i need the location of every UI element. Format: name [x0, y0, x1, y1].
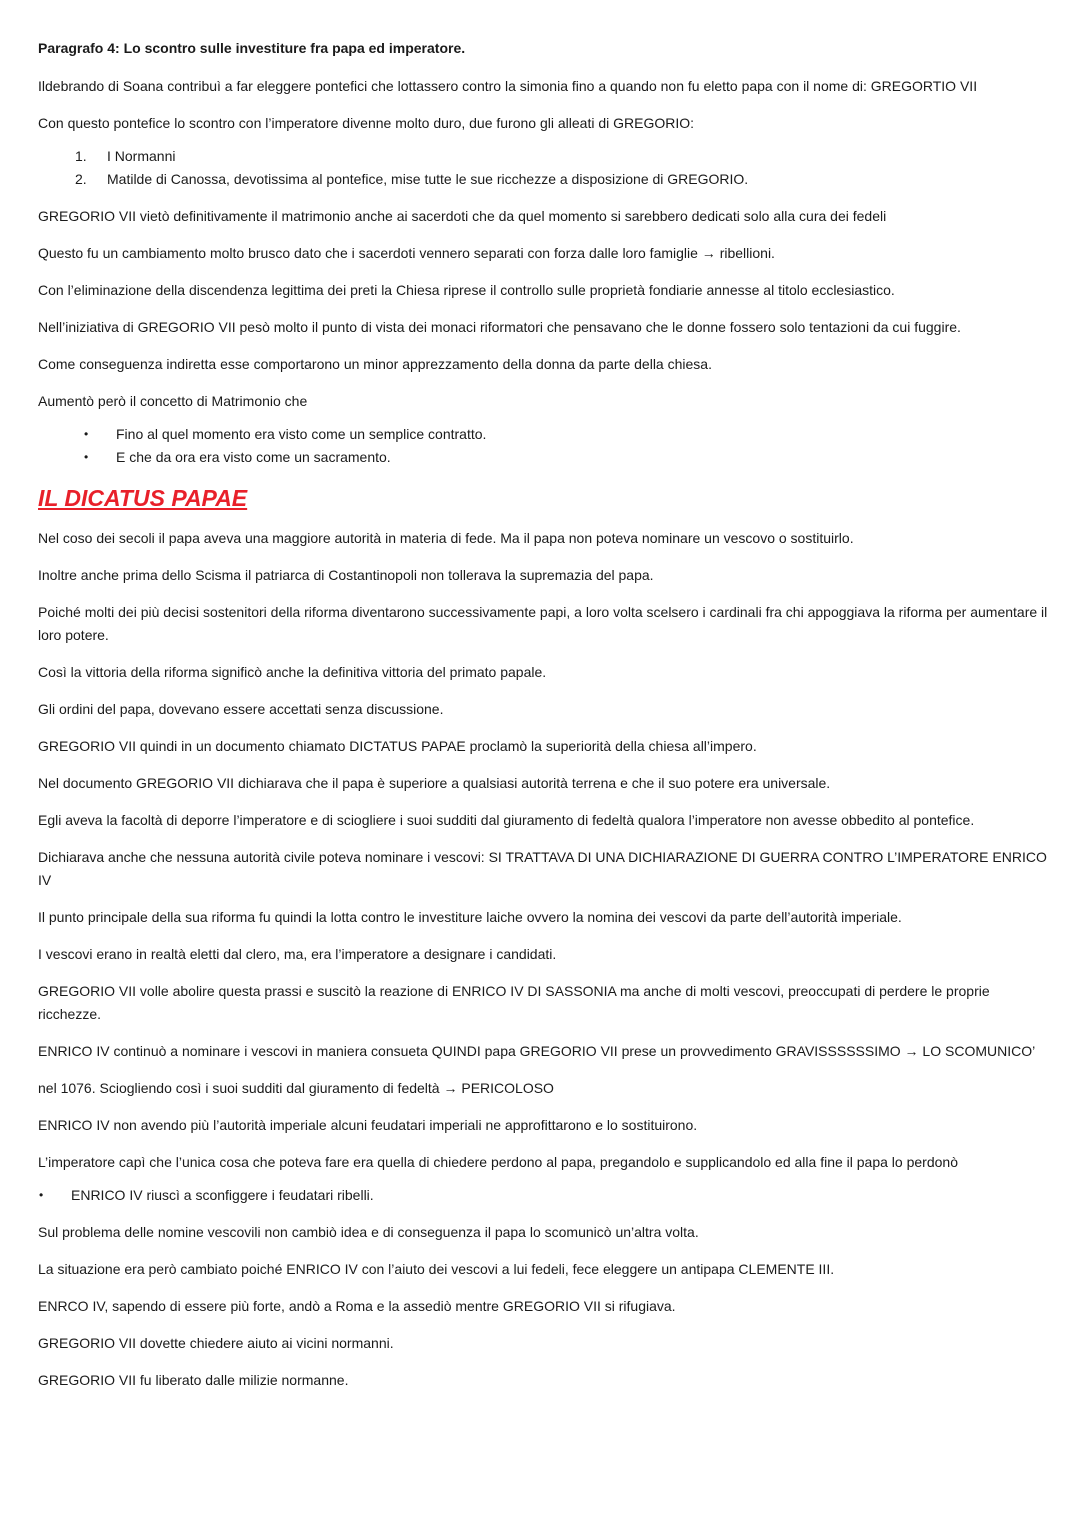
text-paragraph: Aumentò però il concetto di Matrimonio che [38, 393, 308, 409]
list-item-text: Fino al quel momento era visto come un semplice contratto. [116, 426, 487, 442]
text-paragraph: I vescovi erano in realtà eletti dal clero, ma, era l’imperatore a designare i candidati. [38, 946, 557, 962]
text-paragraph: Nel documento GREGORIO VII dichiarava che il papa è superiore a qualsiasi autorità terrena e che il suo potere era universale. [38, 775, 831, 791]
paragraph-heading: Paragrafo 4: Lo scontro sulle investiture fra papa ed imperatore. [38, 40, 466, 56]
text-paragraph: ENRICO IV continuò a nominare i vescovi in maniera consueta QUINDI papa GREGORIO VII prese un provvedimento GRAVISSSSSSIMO → LO SCOMUNICO’ [38, 1043, 1036, 1059]
bullet-icon: • [39, 1188, 44, 1202]
list-item-text: I Normanni [107, 148, 176, 164]
text-paragraph: GREGORIO VII volle abolire questa prassi e suscitò la reazione di ENRICO IV DI SASSONIA ma anche di molti vescovi, preoccupati di perdere le proprie ricchezze. [38, 983, 990, 1022]
text-paragraph: Nell’iniziativa di GREGORIO VII pesò molto il punto di vista dei monaci riformatori che pensavano che le donne fossero solo tentazioni da cui fuggire. [38, 319, 961, 335]
text-paragraph: Inoltre anche prima dello Scisma il patriarca di Costantinopoli non tollerava la supremazia del papa. [38, 567, 654, 583]
text-paragraph: nel 1076. Sciogliendo così i suoi sudditi dal giuramento di fedeltà → PERICOLOSO [38, 1080, 554, 1096]
document-page [38, 38, 1054, 1406]
bullet-icon: • [84, 427, 89, 441]
text-paragraph: GREGORIO VII dovette chiedere aiuto ai vicini normanni. [38, 1335, 394, 1351]
bullet-icon: • [84, 450, 89, 464]
text-paragraph: La situazione era però cambiato poiché ENRICO IV con l’aiuto dei vescovi a lui fedeli, fece eleggere un antipapa CLEMENTE III. [38, 1261, 835, 1277]
text-paragraph: ENRCO IV, sapendo di essere più forte, andò a Roma e la assediò mentre GREGORIO VII si rifugiava. [38, 1298, 676, 1314]
ribelli-list [38, 1184, 1054, 1207]
list-item [38, 1184, 1054, 1207]
list-marker: 1. [75, 148, 87, 164]
text-paragraph: GREGORIO VII fu liberato dalle milizie normanne. [38, 1372, 349, 1388]
text-paragraph: L’imperatore capì che l’unica cosa che poteva fare era quella di chiedere perdono al papa, pregandolo e supplicandolo ed alla fine il papa lo perdonò [38, 1154, 958, 1170]
text-paragraph: Con questo pontefice lo scontro con l’imperatore divenne molto duro, due furono gli alleati di GREGORIO: [38, 115, 695, 131]
text-paragraph: Gli ordini del papa, dovevano essere accettati senza discussione. [38, 701, 444, 717]
text-paragraph: GREGORIO VII quindi in un documento chiamato DICTATUS PAPAE proclamò la superiorità della chiesa all’impero. [38, 738, 757, 754]
text-paragraph: Ildebrando di Soana contribuì a far eleggere pontefici che lottassero contro la simonia fino a quando non fu eletto papa con il nome di: GREGORTIO VII [38, 78, 978, 94]
text-paragraph: Poiché molti dei più decisi sostenitori della riforma diventarono successivamente papi, a loro volta scelsero i cardinali fra chi appoggiava la riforma per aumentare il loro potere. [38, 604, 1048, 643]
text-paragraph: Egli aveva la facoltà di deporre l’imperatore e di sciogliere i suoi sudditi dal giuramento di fedeltà qualora l’imperatore non avesse obbedito al pontefice. [38, 812, 975, 828]
list-item [38, 423, 1054, 446]
list-item-text: Matilde di Canossa, devotissima al pontefice, mise tutte le sue ricchezze a disposizione di GREGORIO. [107, 171, 749, 187]
text-paragraph: Questo fu un cambiamento molto brusco dato che i sacerdoti vennero separati con forza dalle loro famiglie → ribellioni. [38, 245, 775, 261]
text-paragraph: Sul problema delle nomine vescovili non cambiò idea e di conseguenza il papa lo scomunicò un’altra volta. [38, 1224, 699, 1240]
text-paragraph: Nel coso dei secoli il papa aveva una maggiore autorità in materia di fede. Ma il papa non poteva nominare un vescovo o sostituirlo. [38, 530, 854, 546]
text-paragraph: Come conseguenza indiretta esse comportarono un minor apprezzamento della donna da parte della chiesa. [38, 356, 712, 372]
list-item [38, 145, 1054, 168]
list-marker: 2. [75, 171, 87, 187]
list-item-text: ENRICO IV riuscì a sconfiggere i feudatari ribelli. [71, 1187, 374, 1203]
text-paragraph: Il punto principale della sua riforma fu quindi la lotta contro le investiture laiche ovvero la nomina dei vescovi da parte dell’autorità imperiale. [38, 909, 902, 925]
section-title: IL DICATUS PAPAE [38, 485, 248, 511]
allies-list [38, 145, 1054, 191]
text-paragraph: Così la vittoria della riforma significò anche la definitiva vittoria del primato papale. [38, 664, 547, 680]
text-paragraph: Con l’eliminazione della discendenza legittima dei preti la Chiesa riprese il controllo sulle proprietà fondiarie annesse al titolo ecclesiastico. [38, 282, 895, 298]
text-paragraph: Dichiarava anche che nessuna autorità civile poteva nominare i vescovi: SI TRATTAVA DI UNA DICHIARAZIONE DI GUERRA CONTRO L’IMPERATORE ENRICO IV [38, 849, 1047, 888]
text-paragraph: GREGORIO VII vietò definitivamente il matrimonio anche ai sacerdoti che da quel momento si sarebbero dedicati solo alla cura dei fedeli [38, 208, 887, 224]
list-item [38, 168, 1054, 191]
matrimonio-list [38, 423, 1054, 469]
list-item [38, 446, 1054, 469]
text-paragraph: ENRICO IV non avendo più l’autorità imperiale alcuni feudatari imperiali ne approfittarono e lo sostituirono. [38, 1117, 698, 1133]
list-item-text: E che da ora era visto come un sacramento. [116, 449, 391, 465]
